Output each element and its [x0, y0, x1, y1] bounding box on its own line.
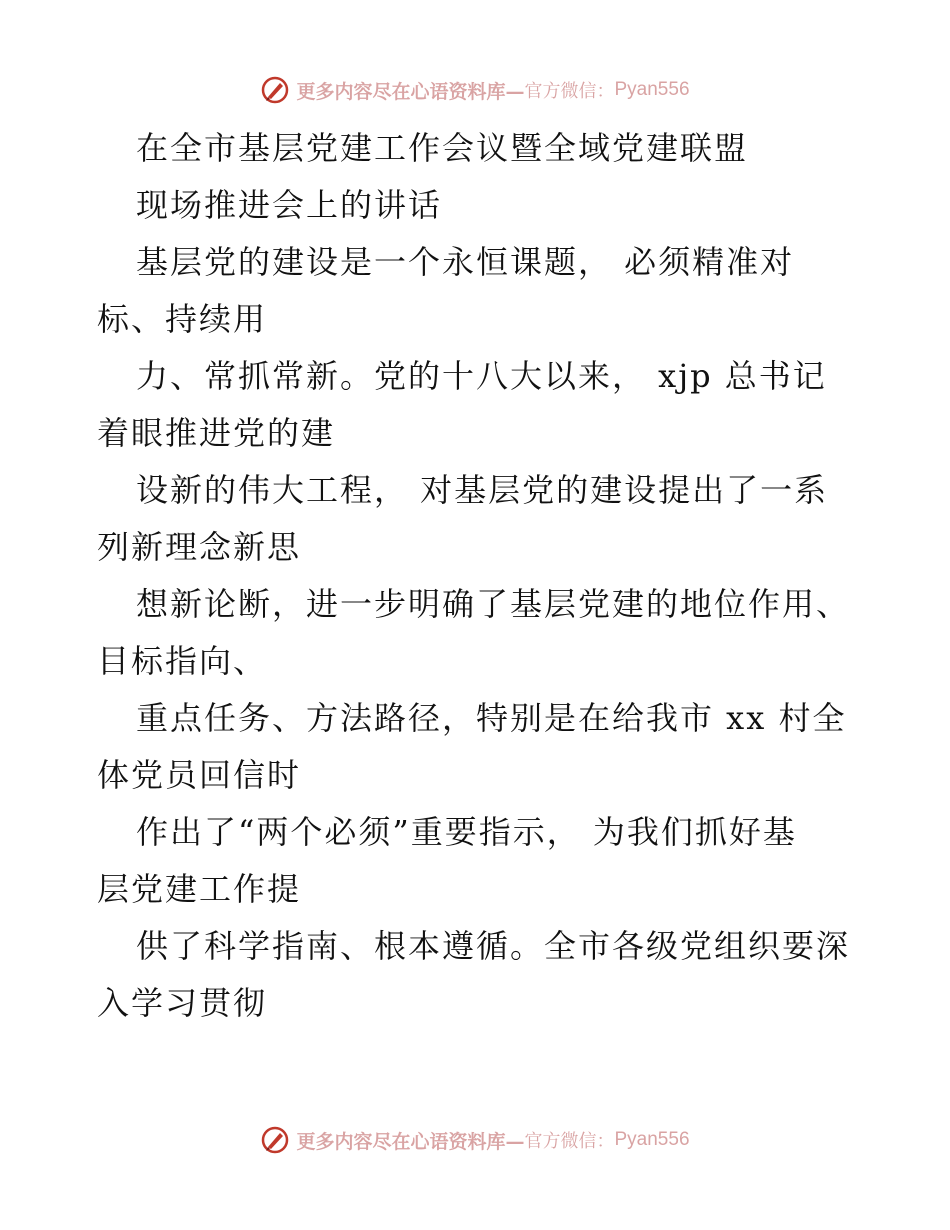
text-line: 现场推进会上的讲话	[136, 186, 443, 224]
text-line: 想新论断，进一步明确了基层党建的地位作用、	[136, 585, 851, 623]
watermark-wechat-label: 官方微信：	[524, 81, 615, 102]
text-line: 着眼推进党的建	[97, 414, 336, 452]
text-line: 列新理念新思	[97, 528, 302, 566]
document-body	[97, 120, 857, 1032]
pen-logo-icon	[260, 75, 290, 105]
text-line: 在全市基层党建工作会议暨全域党建联盟	[136, 129, 749, 167]
text-line: 入学习贯彻	[97, 984, 268, 1022]
text-line: 目标指向、	[97, 642, 268, 680]
header-watermark	[0, 70, 950, 110]
text-line: 作出了“两个必须”重要指示， 为我们抓好基	[136, 813, 797, 851]
watermark-wechat-id: Pyan556	[614, 79, 690, 100]
text-line: 力、常抓常新。党的十八大以来， xjp 总书记	[136, 357, 827, 395]
watermark-text: 更多内容尽在心语资料库—	[296, 80, 525, 103]
watermark-wechat-label: 官方微信：	[524, 1131, 615, 1152]
text-line: 层党建工作提	[97, 870, 302, 908]
watermark-wechat-id: Pyan556	[614, 1129, 690, 1150]
text-line: 设新的伟大工程， 对基层党的建设提出了一系	[136, 471, 829, 509]
text-line: 体党员回信时	[97, 756, 302, 794]
footer-watermark	[0, 1120, 950, 1160]
pen-logo-icon	[260, 1125, 290, 1155]
watermark-text: 更多内容尽在心语资料库—	[296, 1130, 525, 1153]
text-line: 供了科学指南、根本遵循。全市各级党组织要深	[136, 927, 851, 965]
text-line: 标、持续用	[97, 300, 268, 338]
text-line: 基层党的建设是一个永恒课题， 必须精准对	[136, 243, 795, 281]
text-line: 重点任务、方法路径，特别是在给我市 xx 村全	[136, 699, 847, 737]
